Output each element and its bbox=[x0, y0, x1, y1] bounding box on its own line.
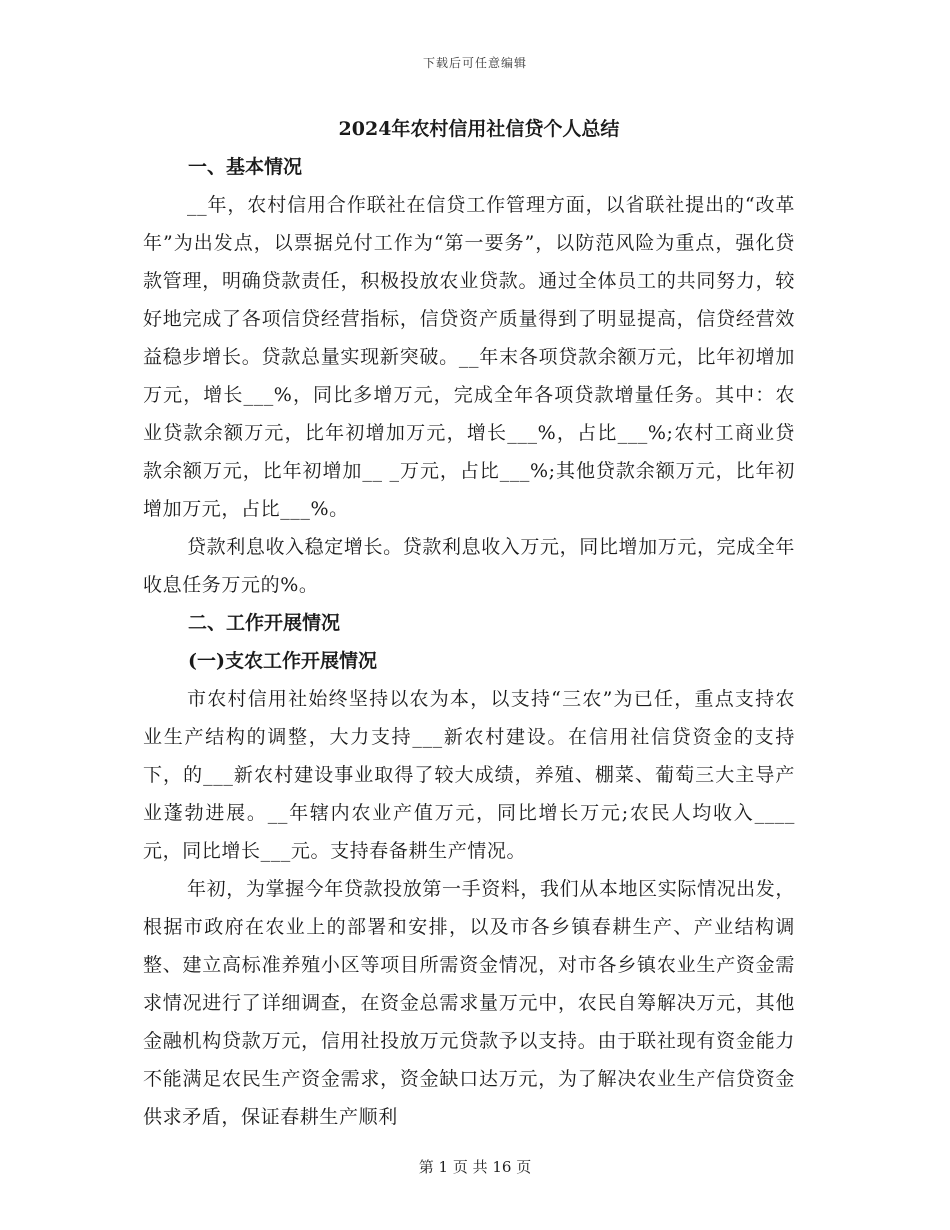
paragraph-loan-overview: __年，农村信用合作联社在信贷工作管理方面，以省联社提出的“改革年”为出发点，以票据兑付工作为“第一要务”，以防范风险为重点，强化贷款管理，明确贷款责任，积极投放农业贷款。通过全体员工的共同努力，较好地完成了各项信贷经营指标，信贷资产质量得到了明显提高，信贷经营效益稳步增长。贷款总量实现新突破。__年末各项贷款余额万元，比年初增加万元，增长___%，同比多增万元，完成全年各项贷款增量任务。其中：农业贷款余额万元，比年初增加万元，增长___%，占比___%;农村工商业贷款余额万元，比年初增加__ _万元，占比___%;其他贷款余额万元，比年初增加万元，占比___%。 bbox=[143, 194, 795, 520]
paragraph-agri-support: 市农村信用社始终坚持以农为本，以支持“三农”为已任，重点支持农业生产结构的调整，大力支持___新农村建设。在信用社信贷资金的支持下，的___新农村建设事业取得了较大成绩，养殖、棚菜、葡萄三大主导产业蓬勃进展。__年辖内农业产值万元，同比增长万元;农民人均收入____元，同比增长___元。支持春备耕生产情况。 bbox=[143, 688, 795, 862]
paragraph-spring-plowing: 年初，为掌握今年贷款投放第一手资料，我们从本地区实际情况出发，根据市政府在农业上的部署和安排，以及市各乡镇春耕生产、产业结构调整、建立高标准养殖小区等项目所需资金情况，对市各乡镇农业生产资金需求情况进行了详细调查，在资金总需求量万元中，农民自筹解决万元，其他金融机构贷款万元，信用社投放万元贷款予以支持。由于联社现有资金能力不能满足农民生产资金需求，资金缺口达万元，为了解决农业生产信贷资金供求矛盾，保证春耕生产顺利 bbox=[143, 878, 795, 1128]
section-heading-basic: 一、基本情况 bbox=[188, 156, 303, 178]
page-header-note: 下载后可任意编辑 bbox=[422, 56, 527, 70]
document-body bbox=[143, 110, 795, 1136]
document-title: 2024年农村信用社信贷个人总结 bbox=[338, 118, 620, 140]
page-number: 第 1 页 共 16 页 bbox=[418, 1158, 532, 1176]
paragraph-interest-income: 贷款利息收入稳定增长。贷款利息收入万元，同比增加万元，完成全年收息任务万元的%。 bbox=[143, 536, 795, 596]
subsection-heading-agri-support: (一)支农工作开展情况 bbox=[188, 650, 377, 672]
section-heading-work: 二、工作开展情况 bbox=[188, 612, 341, 634]
